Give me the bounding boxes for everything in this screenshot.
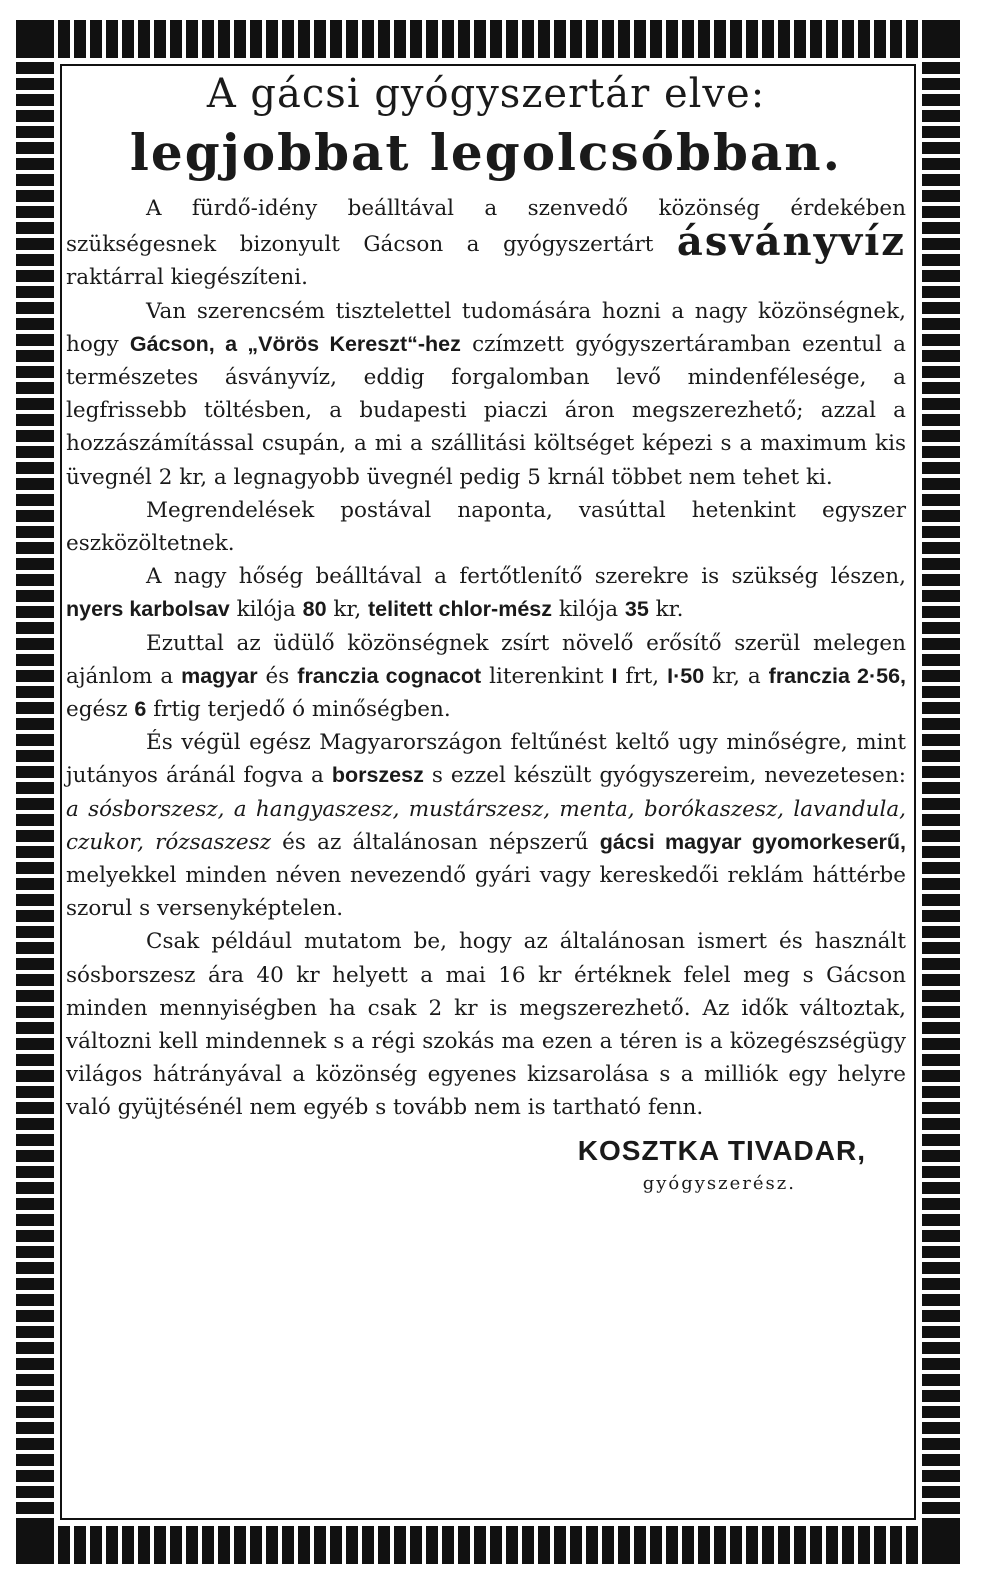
text: kr. [648, 597, 684, 623]
headline: A gácsi gyógyszertár elve: [206, 71, 766, 117]
text: s ezzel készült gyógyszereim, nevezetesen: [423, 763, 906, 789]
price: I·50 [667, 663, 705, 688]
product-name: telitett chlor-mész [368, 597, 552, 622]
text: És végül egész Magyarországon feltűnést keltő ugy minőségre, mint jutányos áránál fogva a [66, 730, 906, 789]
text: kr, [326, 597, 369, 623]
text: raktárral kiegészíteni. [66, 265, 308, 291]
corner-ornament [16, 1526, 54, 1564]
pharmacy-name: Gácson, a „Vörös Kereszt“-hez [129, 331, 461, 356]
product-name: franczia cognacot [297, 663, 482, 688]
paragraph-spirits [66, 726, 906, 925]
slogan: legjobbat legolcsóbban. [129, 123, 843, 182]
border-bottom [16, 1526, 960, 1564]
text: egész [66, 697, 135, 723]
product-name: borszesz [331, 763, 424, 788]
mineral-water-highlight: ásványvíz [676, 218, 906, 266]
paragraph-disinfectants [66, 560, 906, 626]
product-list: a sósborszesz, a hangyaszesz, mustárszesz, menta, borókaszesz, lavandula, czukor, rózsaszesz [66, 796, 906, 855]
paragraph-mineral-water [66, 192, 906, 295]
text: és az általánosan népszerű [270, 829, 600, 855]
border-top [16, 20, 960, 58]
paragraph-announcement [66, 295, 906, 494]
product-name: nyers karbolsav [66, 597, 230, 622]
paragraph-orders: Megrendelések postával naponta, vasúttal hetenkint egyszer eszközöltetnek. [66, 497, 906, 557]
text: frt, [617, 663, 668, 689]
signature: KOSZTKA TIVADAR, [577, 1134, 866, 1166]
text: melyekkel minden néven nevezendő gyári vagy kereskedői reklám háttérbe szorul s versenyképtelen. [66, 863, 906, 922]
text: kr, a [704, 663, 769, 689]
text: és [257, 663, 298, 689]
price: 35 [624, 597, 649, 622]
product-name: gácsi magyar gyomorkeserű, [599, 829, 907, 854]
text: Ezuttal az üdülő közönségnek zsírt növelő erősítő szerül melegen ajánlom a [66, 630, 906, 689]
paragraph-closing: Csak például mutatom be, hogy az általánosan ismert és használt sósborszesz ára 40 kr helyett a mai 16 kr értéknek felel meg s Gácson minden mennyiségben ha csak 2 kr is megszerezhető. Az idők változtak, változni kell mindennek s a régi szokás ma ezen a téren is a közegészségügy világos hátrányával a közönség egyenes kizsarolása s a milliók egy helyre való gyüjtésénél nem egyéb s tovább nem is tartható fenn. [66, 929, 906, 1121]
corner-ornament [922, 1526, 960, 1564]
text: A fürdő-idény beálltával a szenvedő közönség érdekében szükségesnek bizonyult Gácson a gyógyszertárt [66, 196, 906, 258]
paragraph-cognac [66, 627, 906, 727]
text: Van szerencsém tisztelettel tudomására hozni a nagy közönségnek, hogy [66, 298, 906, 357]
advertisement-body [66, 66, 906, 1194]
price: 6 [134, 697, 147, 722]
text: czímzett gyógyszertáramban ezentul a természetes ásványvíz, eddig forgalomban levő mindenfélesége, a legfrissebb töltésben, a budapesti piaczi áron megszerezhető; azzal a hozzászámítással csupán, a mi a szállitási költséget képezi s a maximum kis üvegnél 2 kr, a legnagyobb üvegnél pedig 5 krnál többet nem tehet ki. [66, 331, 906, 490]
text: literenkint [481, 663, 612, 689]
corner-ornament [922, 20, 960, 58]
text: kilója [552, 597, 625, 623]
corner-ornament [16, 20, 54, 58]
price: I [611, 663, 618, 688]
text: A nagy hőség beálltával a fertőtlenítő szerekre is szükség lészen, [146, 564, 906, 590]
text: kilója [229, 597, 303, 623]
border-right [922, 20, 960, 1564]
price: 80 [302, 597, 327, 622]
text: frtig terjedő ó minőségben. [146, 697, 451, 723]
price: franczia 2·56, [768, 663, 907, 688]
border-left [16, 20, 54, 1564]
signature-title: gyógyszerész. [642, 1172, 796, 1194]
product-name: magyar [181, 663, 258, 688]
